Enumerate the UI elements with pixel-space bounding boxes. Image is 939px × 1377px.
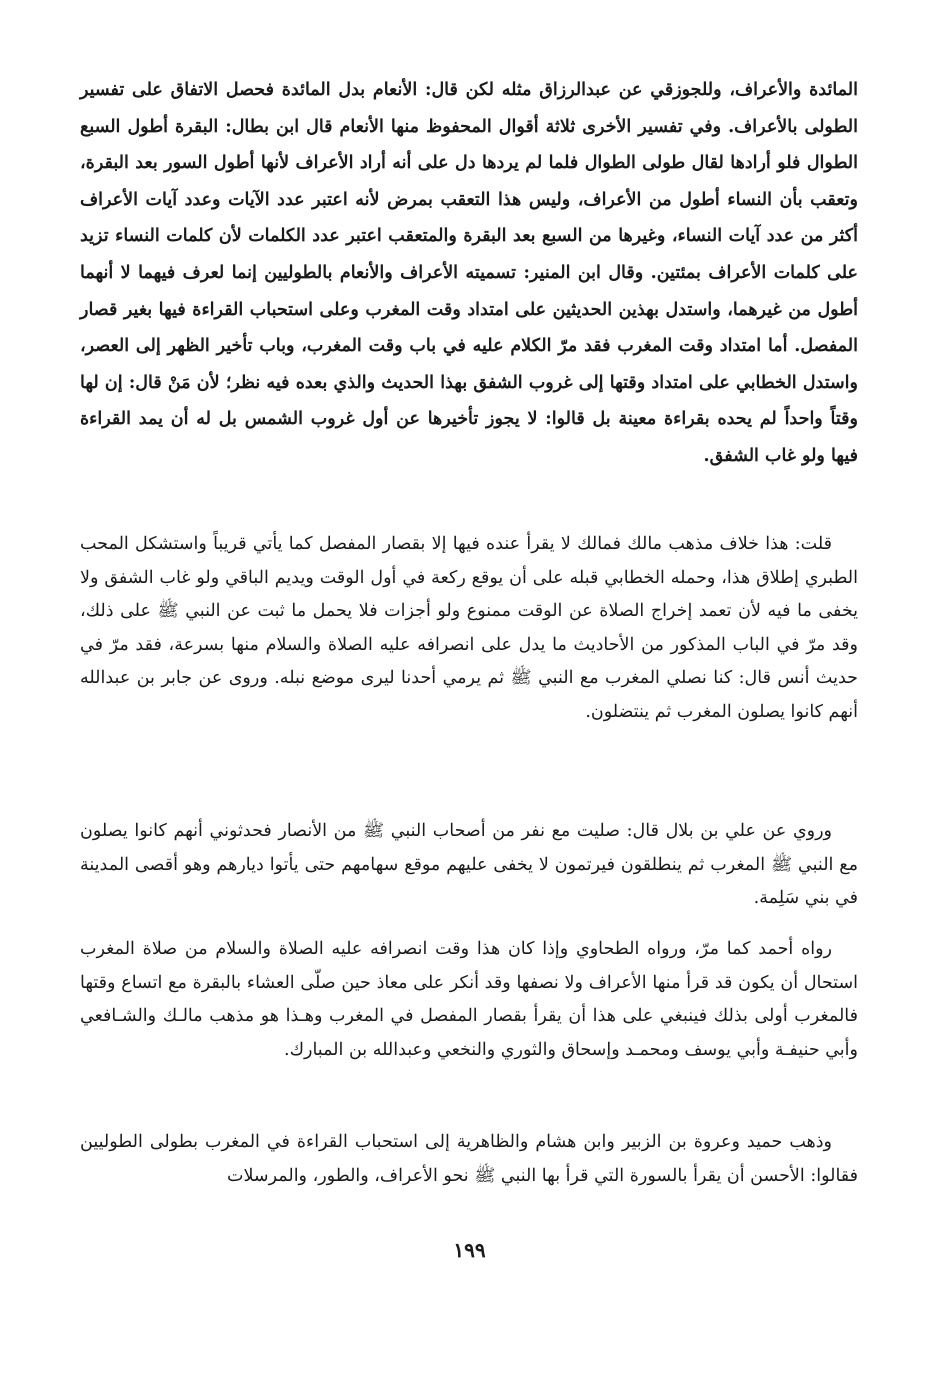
paragraph-qultu: قلت: هذا خلاف مذهب مالك فمالك لا يقرأ عنده فيها إلا بقصار المفصل كما يأتي قريباً واستشكل المحب الطبري إطلاق هذا، وحمله الخطابي قبله على أن يوقع ركعة في أول الوقت ويديم الباقي ولو غاب الشفق ولا يخفى ما فيه لأن تعمد إخراج الصلاة عن الوقت ممنوع ولو أجزات فلا يحمل ما ثبت عن النبي ﷺ على ذلك، وقد مرّ في الباب المذكور من الأحاديث ما يدل على انصرافه عليه الصلاة والسلام منها بسرعة، فقد مرّ في حديث أنس قال: كنا نصلي المغرب مع النبي ﷺ ثم يرمي أحدنا ليرى موضع نبله. وروى عن جابر بن عبدالله أنهم كانوا يصلون المغرب ثم ينتضلون. — [80, 534, 858, 722]
paragraph-ali-bin-bilal: وروي عن علي بن بلال قال: صليت مع نفر من أصحاب النبي ﷺ من الأنصار فحدثوني أنهم كانوا يصلون مع النبي ﷺ المغرب ثم ينطلقون فيرتمون لا يخفى عليهم موقع سهامهم حتى يأتوا ديارهم وهو أقصى المدينة في بني سَلِمة. — [80, 821, 858, 909]
bold-commentary-block: المائدة والأعراف، وللجوزقي عن عبدالرزاق مثله لكن قال: الأنعام بدل المائدة فحصل الاتفاق على تفسير الطولى بالأعراف. وفي تفسير الأخرى ثلاثة أقوال المحفوظ منها الأنعام قال ابن بطال: البقرة أطول السبع الطوال فلو أرادها لقال طولى الطوال فلما لم يردها دل على أنه أراد الأعراف لأنها أطول السور بعد البقرة، وتعقب بأن النساء أطول من الأعراف، وليس هذا التعقب بمرض لأنه اعتبر عدد الآيات وعدد آيات الأعراف أكثر من عدد آيات النساء، وغيرها من السبع بعد البقرة والمتعقب اعتبر عدد الكلمات لأن كلمات النساء تزيد على كلمات الأعراف بمئتين. وقال ابن المنير: تسميته الأعراف والأنعام بالطوليين إنما لعرف فيهما لا أنهما أطول من غيرهما، واستدل بهذين الحديثين على امتداد وقت المغرب وعلى استحباب القراءة فيها بغير قصار المفصل. أما امتداد وقت المغرب فقد مرّ الكلام عليه في باب وقت المغرب، وباب تأخير الظهر إلى العصر، واستدل الخطابي على امتداد وقتها إلى غروب الشفق بهذا الحديث والذي بعده فيه نظر؛ لأن مَنْ قال: إن لها وقتاً واحداً لم يحده بقراءة معينة بل قالوا: لا يجوز تأخيرها عن أول غروب الشمس بل له أن يمد القراءة فيها ولو غاب الشفق. — [80, 80, 858, 466]
paragraph-rawahu-ahmad: رواه أحمد كما مرّ، ورواه الطحاوي وإذا كان هذا وقت انصرافه عليه الصلاة والسلام من صلاة المغرب استحال أن يكون قد قرأ منها الأعراف ولا نصفها وقد أنكر على معاذ حين صلّى العشاء بالبقرة مع اتساع وقتها فالمغرب أولى بذلك فينبغي على هذا أن يقرأ بقصار المفصل في المغرب وهـذا هو مذهب مالـك والشـافعي وأبي حنيفـة وأبي يوسف ومحمـد وإسحاق والثوري والنخعي وعبدالله بن المبارك. — [80, 939, 858, 1060]
page-number: ١٩٩ — [453, 1238, 486, 1262]
paragraph-humayd: وذهب حميد وعروة بن الزبير وابن هشام والظاهرية إلى استحباب القراءة في المغرب بطولى الطوليين فقالوا: الأحسن أن يقرأ بالسورة التي قرأ بها النبي ﷺ نحو الأعراف، والطور، والمرسلات — [80, 1132, 858, 1186]
